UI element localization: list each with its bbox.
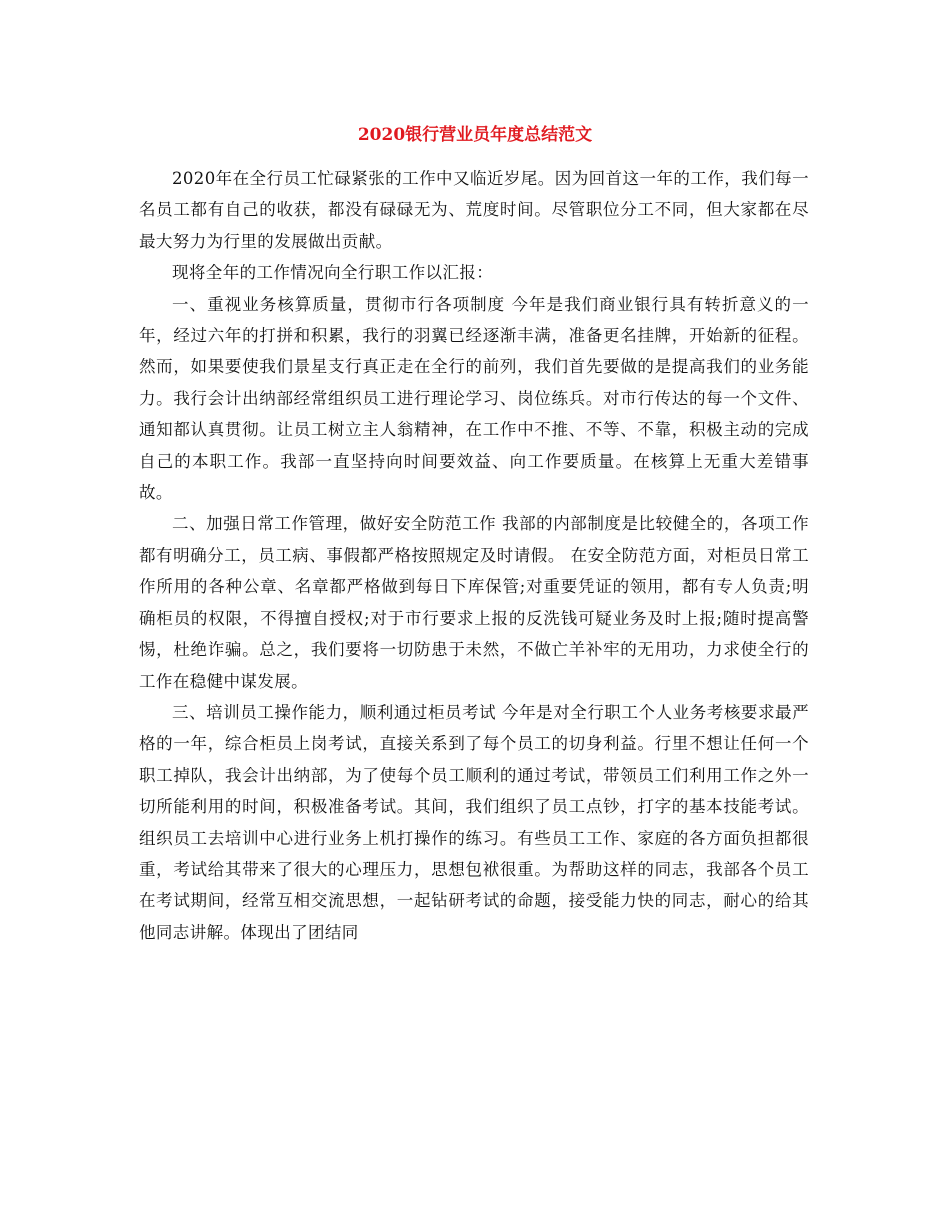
paragraph-section-2: 二、加强日常工作管理，做好安全防范工作 我部的内部制度是比较健全的，各项工作都有明确分工，员工病、事假都严格按照规定及时请假。 在安全防范方面，对柜员日常工作所用的各种公章、名章都严格做到每日下库保管;对重要凭证的领用，都有专人负责;明确柜员的权限，不得擅自授权;对于市行要求上报的反洗钱可疑业务及时上报;随时提高警惕，杜绝诈骗。总之，我们要将一切防患于未然，不做亡羊补牢的无用功，力求使全行的工作在稳健中谋发展。 [139, 514, 809, 691]
document-body [139, 163, 809, 948]
paragraph-intro: 2020年在全行员工忙碌紧张的工作中又临近岁尾。因为回首这一年的工作，我们每一名员工都有自己的收获，都没有碌碌无为、荒度时间。尽管职位分工不同，但大家都在尽最大努力为行里的发展做出贡献。 [139, 169, 809, 251]
paragraph-report-lead: 现将全年的工作情况向全行职工作以汇报： [172, 263, 494, 283]
paragraph-section-1: 一、重视业务核算质量，贯彻市行各项制度 今年是我们商业银行具有转折意义的一年，经过六年的打拼和积累，我行的羽翼已经逐渐丰满，准备更名挂牌，开始新的征程。然而，如果要使我们景星支行真正走在全行的前列，我们首先要做的是提高我们的业务能力。我行会计出纳部经常组织员工进行理论学习、岗位练兵。对市行传达的每一个文件、通知都认真贯彻。让员工树立主人翁精神，在工作中不推、不等、不靠，积极主动的完成自己的本职工作。我部一直坚持向时间要效益、向工作要质量。在核算上无重大差错事故。 [139, 294, 809, 503]
paragraph-section-3: 三、培训员工操作能力，顺利通过柜员考试 今年是对全行职工个人业务考核要求最严格的一年，综合柜员上岗考试，直接关系到了每个员工的切身利益。行里不想让任何一个职工掉队，我会计出纳部，为了使每个员工顺利的通过考试，带领员工们利用工作之外一切所能利用的时间，积极准备考试。其间，我们组织了员工点钞，打字的基本技能考试。组织员工去培训中心进行业务上机打操作的练习。有些员工工作、家庭的各方面负担都很重，考试给其带来了很大的心理压力，思想包袱很重。为帮助这样的同志，我部各个员工在考试期间，经常互相交流思想，一起钻研考试的命题，接受能力快的同志，耐心的给其他同志讲解。体现出了团结同 [139, 702, 809, 942]
document-title: 2020银行营业员年度总结范文 [357, 125, 593, 145]
